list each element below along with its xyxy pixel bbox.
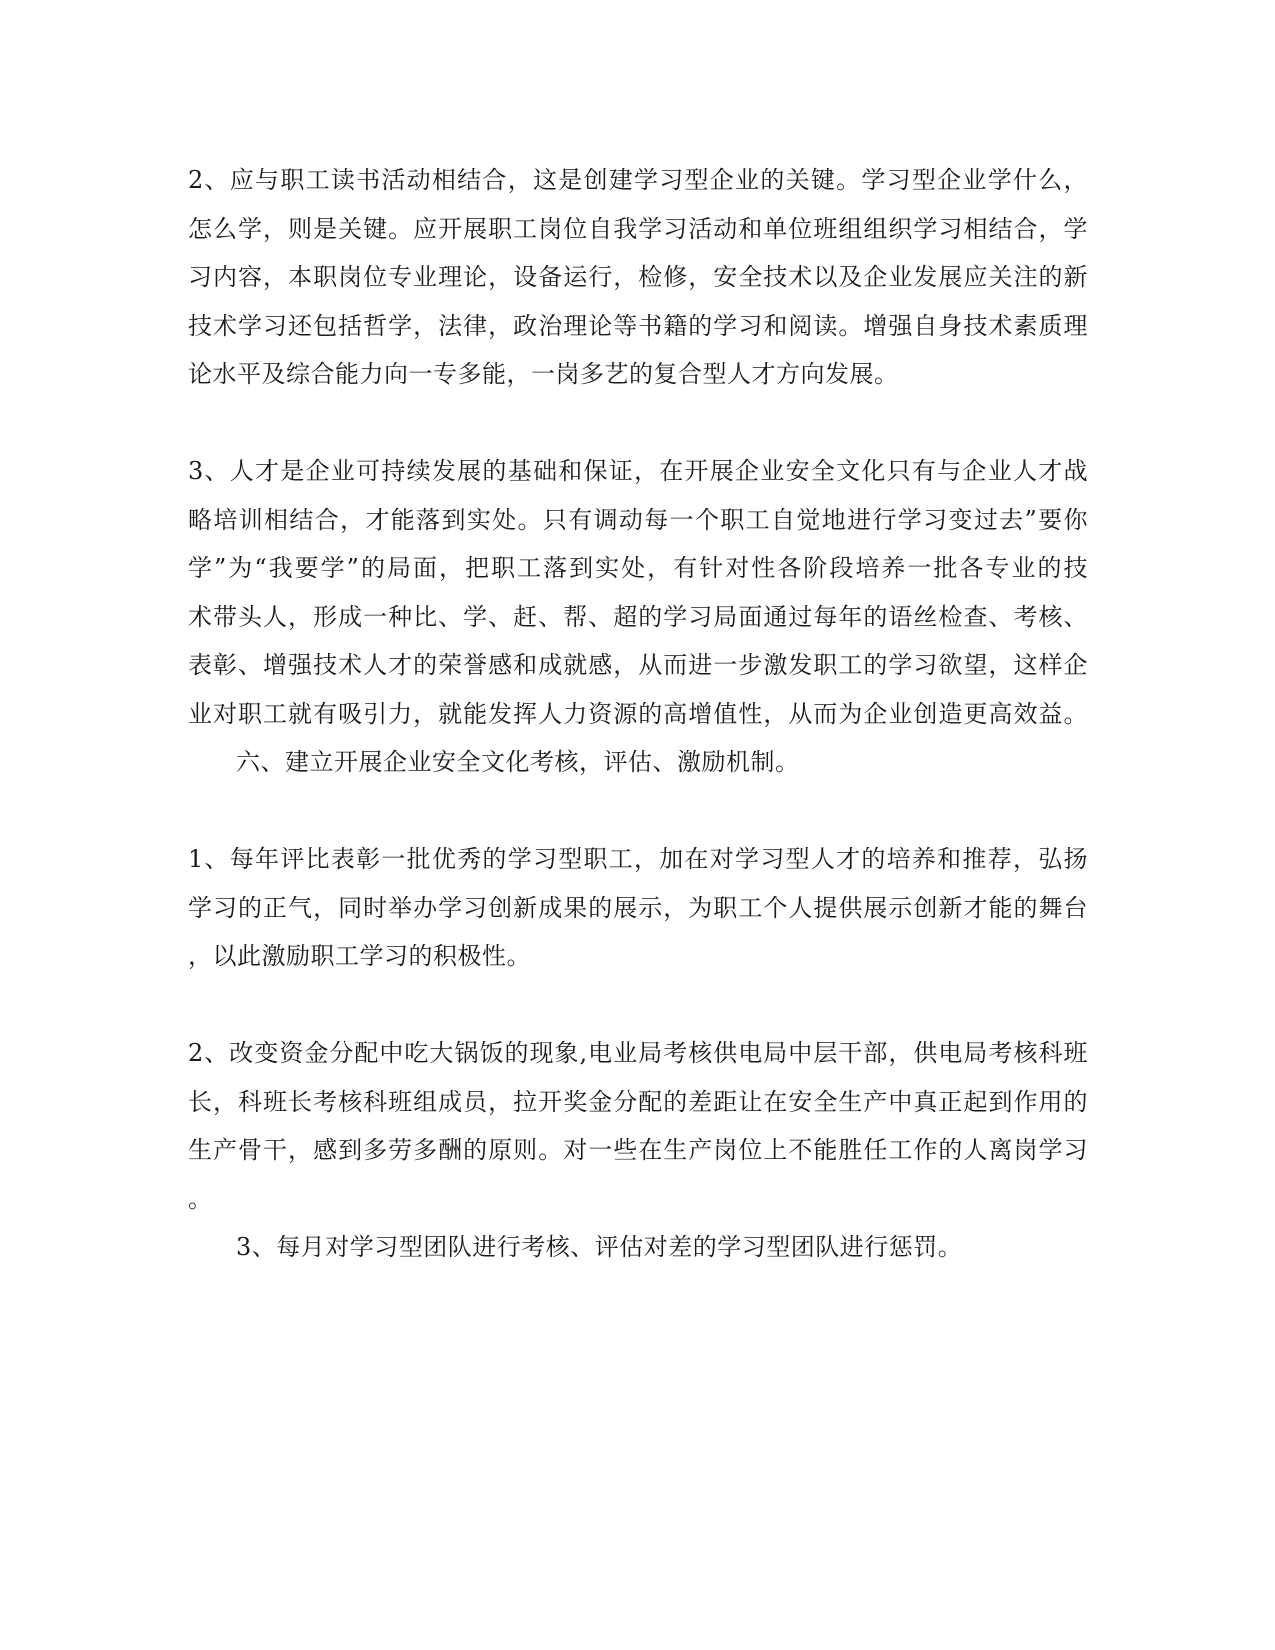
text-line: 学”为“我要学”的局面，把职工落到实处，有针对性各阶段培养一批各专业的技 <box>188 554 1088 582</box>
text-line: 技术学习还包括哲学，法律，政治理论等书籍的学习和阅读。增强自身技术素质理 <box>188 311 1088 340</box>
document-body <box>188 156 1088 1272</box>
text-line: 长，科班长考核科班组成员，拉开奖金分配的差距让在安全生产中真正起到作用的 <box>188 1087 1088 1116</box>
section-heading-text: 六、建立开展企业安全文化考核，评估、激励机制。 <box>236 748 800 776</box>
paragraph-bonus-distribution <box>188 1029 1088 1223</box>
text-line: 术带头人，形成一种比、学、赶、帮、超的学习局面通过每年的语丝检查、考核、 <box>188 602 1088 631</box>
text-line: 。 <box>188 1184 213 1213</box>
text-line: 2、应与职工读书活动相结合，这是创建学习型企业的关键。学习型企业学什么， <box>188 166 1088 194</box>
text-line: 3、人才是企业可持续发展的基础和保证，在开展企业安全文化只有与企业人才战 <box>188 457 1088 485</box>
text-line: 3、每月对学习型团队进行考核、评估对差的学习型团队进行惩罚。 <box>236 1233 963 1261</box>
section-heading-six <box>188 738 1088 787</box>
text-line: 习内容，本职岗位专业理论，设备运行，检修，安全技术以及企业发展应关注的新 <box>188 263 1088 291</box>
paragraph-talent-strategy <box>188 447 1088 738</box>
text-line: 学习的正气，同时举办学习创新成果的展示，为职工个人提供展示创新才能的舞台 <box>188 893 1088 922</box>
paragraph-spacer <box>188 981 1088 1030</box>
text-line: 1、每年评比表彰一批优秀的学习型职工，加在对学习型人才的培养和推荐，弘扬 <box>188 845 1088 873</box>
text-line: 2、改变资金分配中吃大锅饭的现象,电业局考核供电局中层干部，供电局考核科班 <box>188 1039 1088 1067</box>
text-line: ，以此激励职工学习的积极性。 <box>188 942 531 970</box>
paragraph-spacer <box>188 399 1088 448</box>
text-line: 怎么学，则是关键。应开展职工岗位自我学习活动和单位班组组织学习相结合，学 <box>188 214 1088 243</box>
paragraph-spacer <box>188 787 1088 836</box>
paragraph-reading-activities <box>188 156 1088 399</box>
paragraph-monthly-assessment <box>188 1223 1088 1272</box>
text-line: 论水平及综合能力向一专多能，一岗多艺的复合型人才方向发展。 <box>188 360 899 388</box>
paragraph-annual-commendation <box>188 835 1088 981</box>
text-line: 生产骨干，感到多劳多酬的原则。对一些在生产岗位上不能胜任工作的人离岗学习 <box>188 1136 1088 1164</box>
text-line: 业对职工就有吸引力，就能发挥人力资源的高增值性，从而为企业创造更高效益。 <box>188 699 1088 728</box>
text-line: 表彰、增强技术人才的荣誉感和成就感，从而进一步激发职工的学习欲望，这样企 <box>188 651 1088 679</box>
text-line: 略培训相结合，才能落到实处。只有调动每一个职工自觉地进行学习变过去”要你 <box>188 505 1088 534</box>
